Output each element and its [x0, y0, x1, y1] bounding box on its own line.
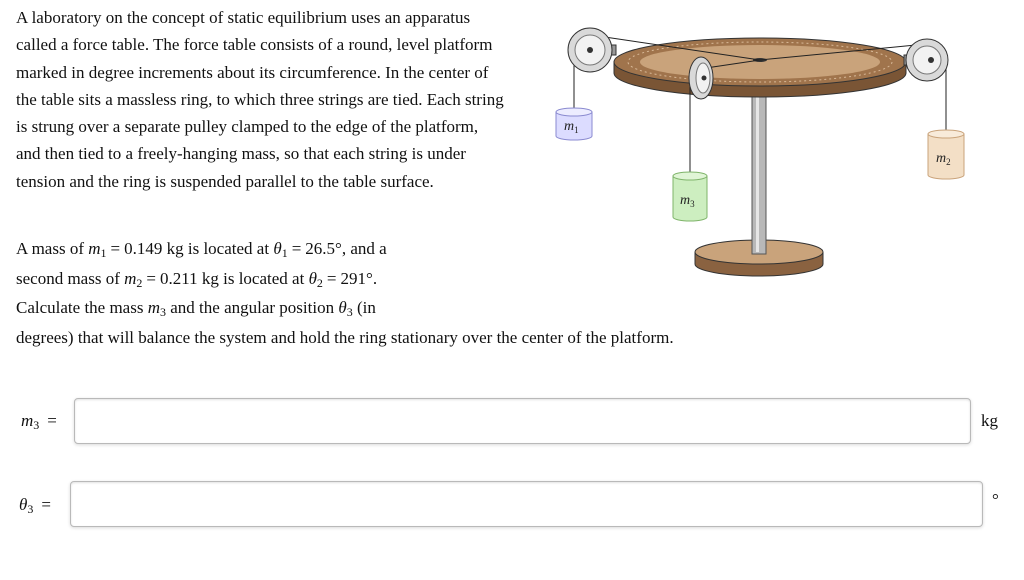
given-line-3 — [16, 293, 796, 323]
problem-statement — [16, 4, 506, 195]
mass-3-label: $m_3$ — [680, 193, 695, 209]
theta1-symbol: $\theta_1$ — [273, 239, 288, 260]
m1-value: 0.149 kg is located at — [124, 239, 274, 258]
problem-paragraph: A laboratory on the concept of static equilibrium uses an apparatus called a force table. The force table consists of a round, level platform marked in degree increments about its circumference. In the center of the table sits a massless ring, to which three strings are tied. Each string is strung over a separate pulley clamped to the edge of the platform, and then tied to a freely-hanging mass, so that each string is under tension and the ring is suspended parallel to the table surface. — [16, 8, 504, 191]
force-table-illustration — [548, 20, 978, 280]
equals-sign: = — [146, 268, 156, 288]
m3-answer-input[interactable] — [74, 398, 971, 444]
given-text: A mass of — [16, 239, 89, 258]
given-text: . — [372, 268, 378, 288]
given-text: second mass of — [16, 268, 125, 288]
theta3-symbol: $\theta_3$ — [338, 298, 353, 319]
given-text: Calculate the mass — [16, 298, 148, 317]
theta2-value: 291° — [340, 268, 373, 288]
given-line-4: degrees) that will balance the system and hold the ring stationary over the center of the platform. — [16, 327, 674, 347]
given-text: and the angular position — [166, 298, 339, 317]
theta3-answer-input[interactable] — [70, 481, 983, 527]
theta3-unit-label: ° — [992, 490, 999, 509]
pulley-1 — [568, 28, 616, 72]
theta1-value: 26.5° — [305, 239, 342, 258]
mass-3 — [673, 172, 707, 221]
given-text: , and a — [341, 239, 387, 258]
given-text: (in — [352, 298, 376, 317]
mass-1-label: $m_1$ — [564, 119, 579, 135]
m2-symbol: $m_2$ — [124, 268, 143, 290]
mass-2-label: $m_2$ — [936, 151, 951, 167]
theta2-symbol: $\theta_2$ — [308, 268, 323, 290]
m2-value: 0.211 kg is located at — [160, 268, 309, 288]
m1-symbol: $m_1$ — [88, 239, 107, 260]
equals-sign: = — [326, 268, 337, 288]
mass-1 — [556, 108, 592, 140]
equals-sign: = — [291, 239, 302, 258]
pulley-3 — [689, 57, 713, 99]
mass-2 — [928, 130, 964, 179]
m3-symbol: $m_3$ — [147, 298, 166, 319]
equals-sign: = — [110, 239, 121, 258]
m3-answer-label: $m_3$ = — [21, 411, 57, 432]
m3-unit-label: kg — [981, 411, 998, 430]
theta3-answer-label: $\theta_3$ = — [19, 495, 51, 516]
table-platform — [614, 38, 906, 97]
